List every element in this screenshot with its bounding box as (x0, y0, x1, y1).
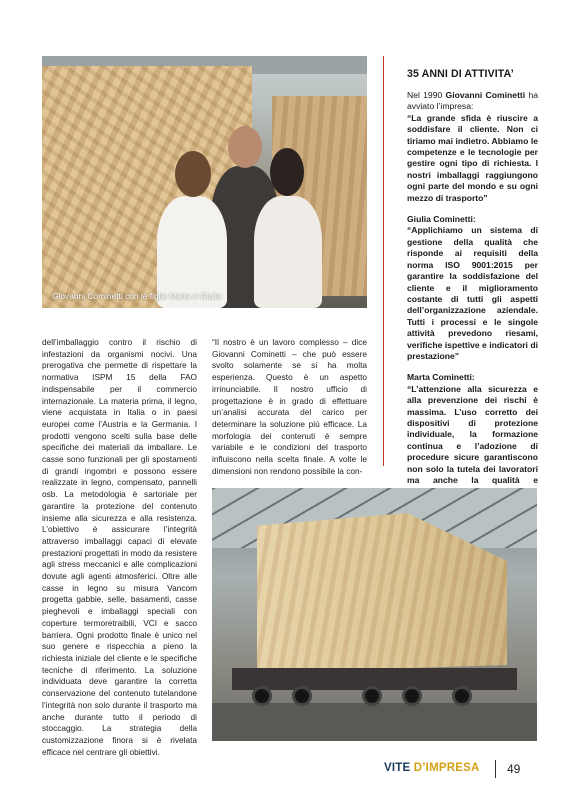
name-marta: Marta Cominetti: (407, 372, 475, 383)
person-marta-head (175, 151, 211, 197)
sidebar-intro (407, 90, 538, 113)
wheel-icon (292, 686, 312, 706)
warehouse-floor (212, 703, 537, 741)
logo-part1: VITE (384, 762, 411, 774)
wheel-icon (362, 686, 382, 706)
photo-cominetti-family (42, 56, 367, 308)
sidebar-block-giovanni (407, 90, 538, 204)
intro-prefix: Nel 1990 (407, 90, 446, 100)
body-column-left: dell’imballaggio contro il rischio di infestazioni da organismi nocivi. Una prerogativa che permette di rispettare la normativa ISPM 15 della FAO indispensabile per il commercio internazionale. La materia prima, il legno, viene acquistata in Italia o in paesi europei come l’Austria e la Germania. I prodotti vengono scelti sulla base delle specifiche dei materiali da imballare. Le casse sono funzionali per gli spostamenti di grandi ingombri e possono essere realizzate in legno, compensato, pannelli osb. La metodologia è sartoriale per garantire la protezione del contenuto insieme alla sicurezza e alla resistenza. L’obiettivo è assicurare l’integrità attraverso imballaggi capaci di elevate prestazioni progettati in modo da resistere agli stress meccanici e alle complicazioni dovute agli agenti atmosferici. Oltre alle casse in legno su misura Vancom progetta gabbie, selle, basamenti, casse pieghevoli e imballaggi speciali con coperture termoretraibili, VCI e sacco barriera. Ogni prodotto finale è unico nel suo genere e rispecchia a pieno la richiesta iniziale del cliente e le specifiche tecniche di riferimento. La soluzione individuata deve garantire la corretta conservazione del contenuto tutelandone l’integrità non solo durante il trasporto ma anche durante tutto il periodo di stoccaggio. La strategia della customizzazione finora si è rivelata efficace nel centrare gli obiettivi. (42, 337, 197, 757)
wheel-icon (252, 686, 272, 706)
person-giulia-head (270, 148, 304, 196)
photo-caption: Giovanni Cominetti con le figlie Marta e Giulia (52, 291, 222, 301)
logo-part2: D’IMPRESA (413, 762, 480, 774)
wheel-icon (452, 686, 472, 706)
person-giovanni-head (228, 126, 262, 168)
sidebar-heading: 35 ANNI DI ATTIVITA’ (407, 68, 514, 80)
intro-suffix: ha avviato l’impresa: (407, 90, 539, 112)
sidebar-block-giulia (407, 214, 538, 362)
body-column-middle: “Il nostro è un lavoro complesso – dice Giovanni Cominetti – che può essere svolto solamente se si ha molta esperienza. Questo è un aspetto irrinunciabile. Il nostro ufficio di progettazione è in grado di effettuare un’analisi accurata del carico per determinare la soluzione più efficace. La morfologia dei contenuti è sempre variabile e le condizioni del trasporto influiscono nella scelta finale. A volte le dimensioni non rendono possibile la con- (212, 337, 367, 476)
person-giulia-body (254, 196, 322, 308)
intro-name: Giovanni Cominetti (445, 90, 526, 100)
page-number: 49 (507, 762, 521, 776)
sidebar-block-marta (407, 372, 538, 497)
photo-crate-on-truck (212, 488, 537, 741)
footer-separator (495, 760, 496, 778)
magazine-logo (384, 762, 479, 774)
name-giulia: Giulia Cominetti: (407, 214, 476, 225)
quote-giovanni: “La grande sfida è riuscire a soddisfare il cliente. Non ci tiriamo mai indietro. Abbiamo le competenze e le tecnologie per gestire ogni tipo di richiesta. I nostri imballaggi raggiungono ogni parte del mondo e su ogni mezzo di trasporto” (407, 112, 538, 203)
quote-giulia: “Applichiamo un sistema di gestione della qualità che risponde ai requisiti della norma ISO 9001:2015 per garantire la soddisfazione del cliente e il miglioramento costante di tutti gli aspetti dell’organizzazione aziendale. Tutti i processi e le singole attività prevedono riesami, verifiche ispettive e indicatori di prestazione” (407, 225, 538, 361)
sidebar-box (383, 56, 538, 498)
wheel-icon (402, 686, 422, 706)
quote-marta: “L’attenzione alla sicurezza e alla prevenzione dei rischi è massima. L’uso corretto dei dispositivi di protezione individuale, la formazione continua e l’adozione di procedure sicure garantiscono non solo la tutela dei lavoratori ma anche la qualità e (407, 383, 538, 485)
